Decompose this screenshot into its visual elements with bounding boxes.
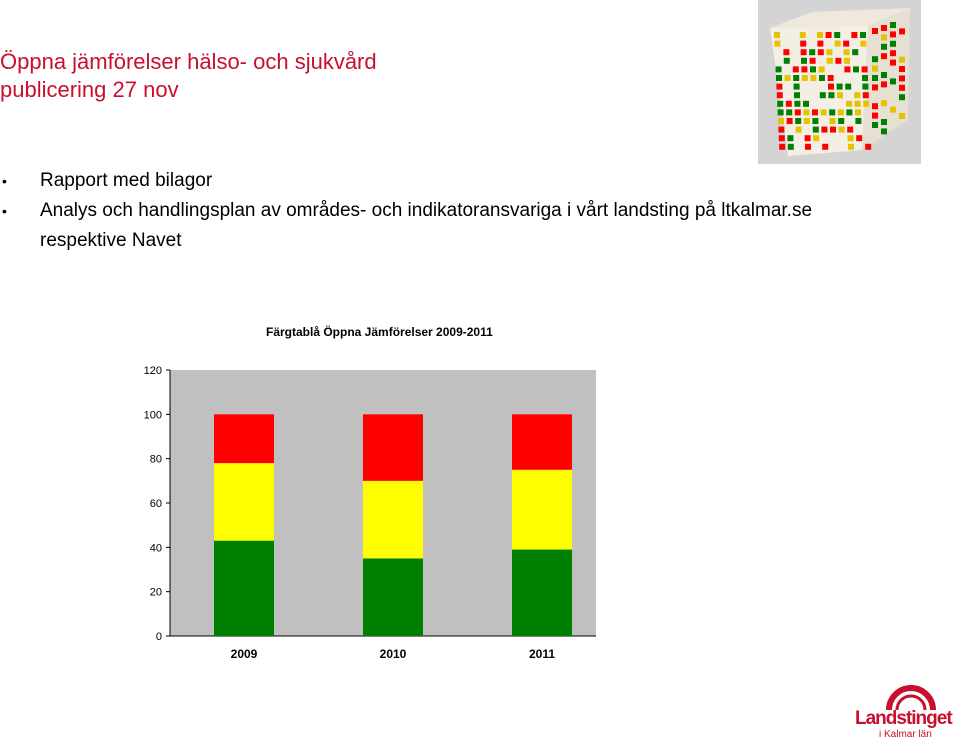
cube-cell — [835, 58, 841, 64]
cube-cell — [804, 118, 810, 124]
cube-cell — [777, 101, 783, 107]
cube-cell — [854, 92, 860, 98]
bullet-list — [0, 166, 850, 256]
cube-cell — [805, 144, 811, 150]
cube-cell — [801, 58, 807, 64]
cube-cell — [787, 135, 793, 141]
cube-cell — [899, 66, 905, 72]
cube-cell — [778, 118, 784, 124]
cube-cell — [843, 41, 849, 47]
cube-cell — [835, 41, 841, 47]
y-tick-label: 80 — [149, 453, 162, 466]
cube-cell — [860, 41, 866, 47]
bar-segment-grön-2009 — [214, 541, 274, 636]
cube-cell — [856, 135, 862, 141]
cube-cell — [890, 22, 896, 28]
cube-cell — [844, 49, 850, 55]
y-tick-label: 100 — [143, 409, 162, 422]
cube-cell — [830, 118, 836, 124]
cube-cell — [795, 118, 801, 124]
cube-cell — [881, 25, 887, 31]
cube-cell — [800, 32, 806, 38]
cube-cell — [899, 57, 905, 63]
cube-cell — [776, 84, 782, 90]
cube-cell — [802, 75, 808, 81]
cube-cell — [872, 84, 878, 90]
chart-title: Färgtablå Öppna Jämförelser 2009-2011 — [266, 325, 493, 339]
cube-cell — [865, 144, 871, 150]
cube-cell — [881, 44, 887, 50]
cube-cell — [899, 85, 905, 91]
cube-cell — [872, 103, 878, 109]
cube-cell — [845, 84, 851, 90]
cube-cell — [848, 135, 854, 141]
cube-cell — [819, 75, 825, 81]
bullet-dot-icon: • — [2, 203, 7, 219]
cube-cell — [793, 75, 799, 81]
color-matrix-cube-icon — [758, 0, 921, 164]
cube-cell — [846, 101, 852, 107]
cube-cell — [881, 72, 887, 78]
title-line-1: Öppna jämförelser hälso- och sjukvård — [0, 49, 377, 74]
cube-cell — [829, 109, 835, 115]
cube-cell — [818, 49, 824, 55]
cube-cell — [777, 92, 783, 98]
cube-cell — [852, 49, 858, 55]
cube-cell — [774, 41, 780, 47]
bar-segment-gul-2010 — [363, 481, 423, 559]
cube-cell — [803, 109, 809, 115]
cube-cell — [786, 109, 792, 115]
cube-cell — [855, 101, 861, 107]
cube-cell — [881, 100, 887, 106]
cube-cell — [890, 107, 896, 113]
cube-cell — [810, 66, 816, 72]
cube-cell — [800, 41, 806, 47]
cube-cell — [844, 58, 850, 64]
cube-cell — [803, 101, 809, 107]
bullet-text: Analys och handlingsplan av områdes- och indikatoransvariga i vårt landsting på ltkalmar.se respektive Navet — [40, 200, 813, 251]
cube-cell — [837, 92, 843, 98]
cube-cell — [890, 41, 896, 47]
page-title — [0, 48, 377, 104]
cube-cell — [837, 84, 843, 90]
cube-cell — [793, 66, 799, 72]
cube-cell — [881, 119, 887, 125]
cube-cell — [881, 53, 887, 59]
cube-cell — [779, 144, 785, 150]
cube-cell — [817, 32, 823, 38]
cube-cell — [812, 118, 818, 124]
cube-cell — [801, 49, 807, 55]
y-tick-label: 0 — [155, 631, 162, 643]
cube-cell — [863, 101, 869, 107]
cube-cell — [839, 127, 845, 133]
cube-cell — [813, 135, 819, 141]
cube-cell — [794, 92, 800, 98]
cube-cell — [776, 66, 782, 72]
cube-cell — [822, 144, 828, 150]
cube-cell — [805, 135, 811, 141]
cube-cell — [890, 50, 896, 56]
cube-cell — [828, 84, 834, 90]
cube-cell — [872, 56, 878, 62]
cube-cell — [784, 58, 790, 64]
stacked-bar-chart — [126, 318, 596, 668]
bar-segment-röd-2009 — [214, 414, 274, 463]
y-tick-label: 20 — [149, 586, 162, 599]
cube-cell — [794, 101, 800, 107]
cube-cell — [872, 75, 878, 81]
cube-cell — [826, 49, 832, 55]
cube-cell — [899, 94, 905, 100]
list-item — [0, 196, 850, 256]
landstinget-logo — [853, 684, 960, 746]
cube-cell — [899, 75, 905, 81]
cube-cell — [881, 34, 887, 40]
cube-cell — [774, 32, 780, 38]
cube-cell — [785, 75, 791, 81]
cube-cell — [821, 127, 827, 133]
cube-cell — [778, 127, 784, 133]
cube-cell — [838, 109, 844, 115]
y-tick-label: 60 — [149, 498, 162, 510]
cube-cell — [796, 127, 802, 133]
cube-cell — [855, 109, 861, 115]
cube-cell — [851, 32, 857, 38]
cube-cell — [776, 75, 782, 81]
bullet-dot-icon: • — [2, 173, 7, 189]
cube-cell — [810, 58, 816, 64]
cube-cell — [847, 127, 853, 133]
y-tick-label: 40 — [149, 542, 162, 555]
list-item — [0, 166, 850, 196]
cube-cell — [786, 101, 792, 107]
cube-cell — [820, 92, 826, 98]
cube-cell — [812, 109, 818, 115]
cube-cell — [828, 92, 834, 98]
cube-cell — [890, 60, 896, 66]
cube-cell — [881, 81, 887, 87]
bar-segment-röd-2010 — [363, 414, 423, 481]
title-line-2: publicering 27 nov — [0, 77, 179, 102]
cube-cell — [862, 66, 868, 72]
cube-cell — [813, 127, 819, 133]
x-tick-label: 2011 — [528, 647, 556, 661]
cube-cell — [795, 109, 801, 115]
cube-cell — [872, 113, 878, 119]
cube-cell — [826, 32, 832, 38]
y-tick-label: 120 — [143, 365, 162, 377]
cube-cell — [855, 118, 861, 124]
cube-cell — [863, 92, 869, 98]
cube-cell — [801, 66, 807, 72]
cube-cell — [828, 75, 834, 81]
cube-cell — [794, 84, 800, 90]
bullet-text: Rapport med bilagor — [40, 170, 213, 191]
logo-subtitle: i Kalmar län — [879, 729, 932, 740]
cube-cell — [872, 122, 878, 128]
cube-cell — [881, 128, 887, 134]
cube-cell — [810, 75, 816, 81]
cube-cell — [862, 75, 868, 81]
cube-cell — [821, 109, 827, 115]
cube-cell — [872, 66, 878, 72]
bar-segment-gul-2009 — [214, 463, 274, 541]
cube-cell — [778, 109, 784, 115]
bar-segment-grön-2011 — [512, 550, 572, 636]
cube-cell — [779, 135, 785, 141]
cube-cell — [848, 144, 854, 150]
cube-cell — [890, 78, 896, 84]
x-tick-label: 2010 — [379, 647, 407, 661]
cube-cell — [853, 66, 859, 72]
cube-cell — [783, 49, 789, 55]
cube-cell — [809, 49, 815, 55]
bar-segment-röd-2011 — [512, 414, 572, 469]
cube-cell — [817, 41, 823, 47]
cube-cell — [838, 118, 844, 124]
bar-segment-gul-2011 — [512, 470, 572, 550]
cube-cell — [860, 32, 866, 38]
x-tick-label: 2009 — [230, 647, 258, 661]
cube-cell — [787, 118, 793, 124]
cube-cell — [862, 84, 868, 90]
cube-cell — [846, 109, 852, 115]
cube-cell — [834, 32, 840, 38]
logo-text: Landstinget — [855, 708, 952, 729]
bar-segment-grön-2010 — [363, 558, 423, 636]
cube-cell — [899, 113, 905, 119]
cube-cell — [844, 66, 850, 72]
cube-cell — [819, 66, 825, 72]
cube-cell — [872, 28, 878, 34]
cube-cell — [788, 144, 794, 150]
cube-cell — [830, 127, 836, 133]
cube-cell — [890, 31, 896, 37]
cube-cell — [827, 58, 833, 64]
cube-cell — [899, 28, 905, 34]
